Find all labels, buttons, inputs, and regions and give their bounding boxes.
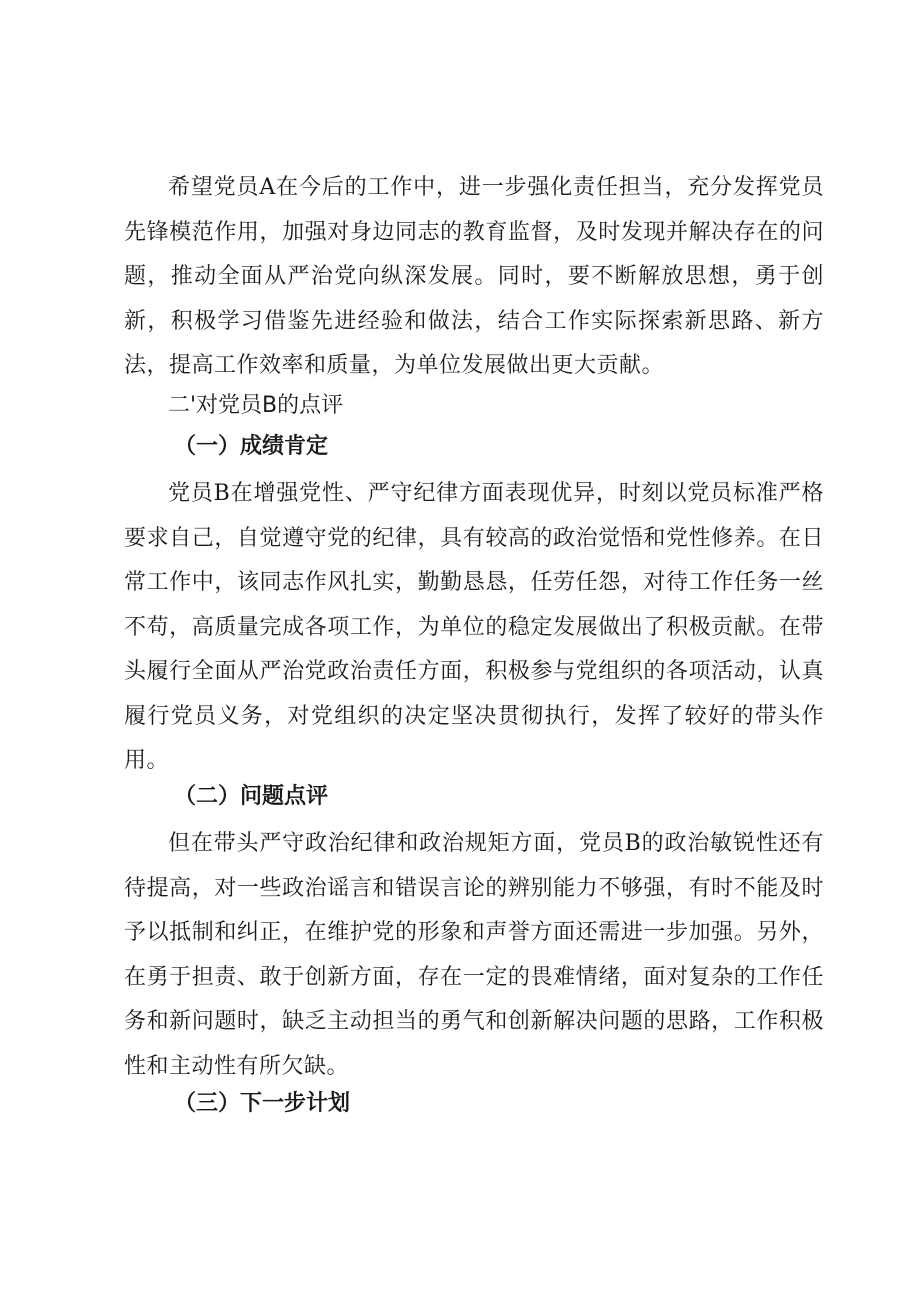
subheading-achievements: （一）成绩肯定 [174, 434, 329, 459]
subheading-next-plan: （三）下一步计划 [174, 1091, 351, 1116]
paragraph-achievements: 党员B在增强党性、严守纪律方面表现优异，时刻以党员标准严格要求自己，自觉遵守党的纪律，具有较高的政治觉悟和党性修养。在日常工作中，该同志作风扎实，勤勤恳恳，任劳任怨，对待工作任务一丝不苟，高质量完成各项工作，为单位的稳定发展做出了积极贡献。在带头履行全面从严治党政治责任方面，积极参与党组织的各项活动，认真履行党员义务，对党组织的决定坚决贯彻执行，发挥了较好的带头作用。 [124, 481, 824, 773]
subheading-problems: （二）问题点评 [174, 784, 329, 809]
paragraph-problems: 但在带头严守政治纪律和政治规矩方面，党员B的政治敏锐性还有待提高，对一些政治谣言和错误言论的辨别能力不够强，有时不能及时予以抵制和纠正，在维护党的形象和声誉方面还需进一步加强。另外，在勇于担责、敢于创新方面，存在一定的畏难情绪，面对复杂的工作任务和新问题时，缺乏主动担当的勇气和创新解决问题的思路，工作积极性和主动性有所欠缺。 [124, 831, 824, 1079]
paragraph-party-member-a-expectation: 希望党员A在今后的工作中，进一步强化责任担当，充分发挥党员先锋模范作用，加强对身边同志的教育监督，及时发现并解决存在的问题，推动全面从严治党向纵深发展。同时，要不断解放思想，勇于创新，积极学习借鉴先进经验和做法，结合工作实际探索新思路、新方法，提高工作效率和质量，为单位发展做出更大贡献。 [124, 175, 824, 378]
section-heading-member-b: 二'对党员B的点评 [168, 393, 344, 418]
